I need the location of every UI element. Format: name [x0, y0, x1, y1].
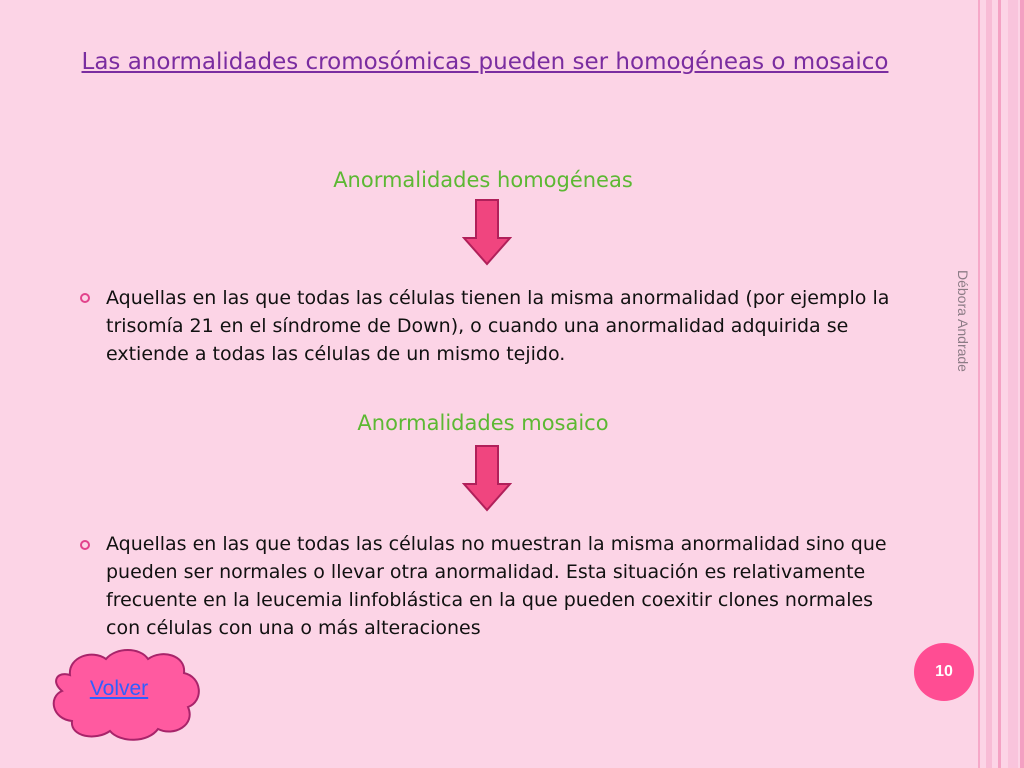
slide-title: Las anormalidades cromosómicas pueden ser homogéneas o mosaico	[81, 49, 889, 75]
decorative-stripe	[998, 0, 1001, 768]
decorative-stripe	[986, 0, 992, 768]
decorative-stripe	[1020, 0, 1024, 768]
section-heading-mosaico: Anormalidades mosaico	[357, 411, 609, 435]
circle-bullet-icon	[80, 293, 90, 303]
down-arrow-icon	[462, 198, 512, 266]
volver-link[interactable]: Volver	[89, 677, 149, 700]
author-label: Débora Andrade	[955, 270, 971, 372]
circle-bullet-icon	[80, 540, 90, 550]
paragraph-homogeneas: Aquellas en las que todas las células tienen la misma anormalidad (por ejemplo la trisomía 21 en el síndrome de Down), o cuando una anormalidad adquirida se extiende a todas las células de un mismo tejido.	[106, 287, 890, 365]
volver-button[interactable]	[40, 645, 208, 745]
paragraph-mosaico: Aquellas en las que todas las células no muestran la misma anormalidad sino que pueden ser normales o llevar otra anormalidad. Esta situación es relativamente frecuente en la leucemia linfoblástica en la que pueden coexitir clones normales con células con una o más alteraciones	[106, 533, 887, 639]
page-number-badge: 10	[914, 643, 974, 701]
decorative-stripe	[1008, 0, 1018, 768]
decorative-stripe	[978, 0, 980, 768]
down-arrow-icon	[462, 444, 512, 512]
section-heading-homogeneas: Anormalidades homogéneas	[333, 168, 633, 192]
